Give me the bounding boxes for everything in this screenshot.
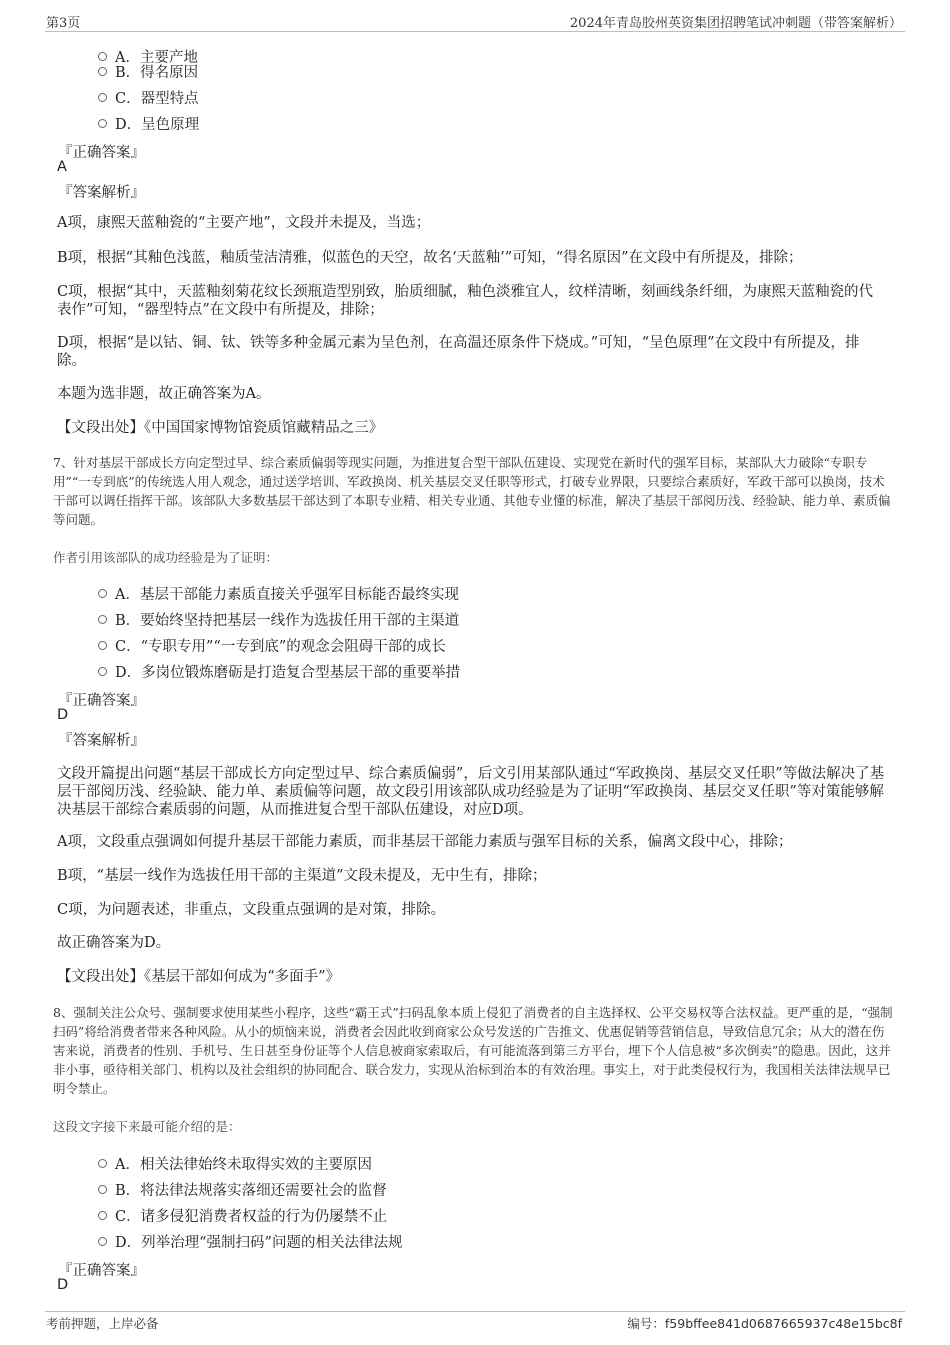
radio-icon[interactable] xyxy=(98,1159,107,1168)
header-divider xyxy=(45,31,905,32)
document-id-label: 编号： xyxy=(627,1316,665,1331)
q6-analysis-d: D项，根据“是以钴、铜、钛、铁等多种金属元素为呈色剂，在高温还原条件下烧成。”可知，“呈色原理”在文段中有所提及，排除。 xyxy=(57,335,860,369)
q6-option-c[interactable]: C．器型特点 xyxy=(98,87,199,108)
q6-analysis-label: 『答案解析』 xyxy=(58,185,145,201)
q7-correct-answer-label: 『正确答案』 xyxy=(58,693,145,709)
radio-icon[interactable] xyxy=(98,119,107,128)
q7-prompt: 作者引用该部队的成功经验是为了证明： xyxy=(53,550,279,565)
radio-icon[interactable] xyxy=(98,1237,107,1246)
q7-option-c[interactable]: C．“专职专用”“一专到底”的观念会阻碍干部的成长 xyxy=(98,635,446,656)
q7-analysis-main: 文段开篇提出问题“基层干部成长方向定型过早、综合素质偏弱”，后文引用某部队通过“军政换岗、基层交叉任职”等做法解决了基层干部阅历浅、经验缺、能力单、素质偏等问题，故文段引用该部队成功经验是为了证明“军政换岗、基层交叉任职”等对策能够解决基层干部综合素质弱的问题，从而推进复合型干部队伍建设，对应D项。 xyxy=(57,766,885,818)
document-id-code: f59bffee841d0687665937c48e15bc8f xyxy=(664,1316,902,1331)
q8-option-d[interactable]: D．列举治理“强制扫码”问题的相关法律法规 xyxy=(98,1231,402,1252)
q7-stem: 7、针对基层干部成长方向定型过早、综合素质偏弱等现实问题，为推进复合型干部队伍建设、实现党在新时代的强军目标，某部队大力破除“专职专用”“一专到底”的传统选人用人观念，通过送学培训、军政换岗、机关基层交叉任职等形式，打破专业界限，只要综合素质好，军政干部可以换岗，技术干部可以调任指挥干部。该部队大多数基层干部达到了本职专业精、相关专业通、其他专业懂的标准，解决了基层干部阅历浅、经验缺、能力单、素质偏等问题。 xyxy=(53,455,891,527)
radio-icon[interactable] xyxy=(98,1211,107,1220)
q7-answer: D xyxy=(57,707,69,723)
radio-icon[interactable] xyxy=(98,667,107,676)
q8-answer: D xyxy=(57,1277,69,1293)
radio-icon[interactable] xyxy=(98,641,107,650)
q7-option-d[interactable]: D．多岗位锻炼磨砺是打造复合型基层干部的重要举措 xyxy=(98,661,460,682)
document-title: 2024年青岛胶州英资集团招聘笔试冲刺题（带答案解析） xyxy=(569,16,902,31)
q6-analysis-c: C项，根据“其中，天蓝釉刻菊花纹长颈瓶造型别致，胎质细腻，釉色淡雅宜人，纹样清晰，刻画线条纤细，为康熙天蓝釉瓷的代表作”可知，“器型特点”在文段中有所提及，排除； xyxy=(57,284,874,318)
q7-analysis-b: B项，“基层一线作为选拔任用干部的主渠道”文段未提及，无中生有，排除； xyxy=(57,868,547,884)
q7-conclusion: 故正确答案为D。 xyxy=(57,935,171,951)
q6-analysis-b: B项，根据“其釉色浅蓝，釉质莹洁清雅，似蓝色的天空，故名‘天蓝釉’”可知，“得名原因”在文段中有所提及，排除； xyxy=(57,250,803,266)
q6-correct-answer-label: 『正确答案』 xyxy=(58,145,145,161)
radio-icon[interactable] xyxy=(98,589,107,598)
q8-correct-answer-label: 『正确答案』 xyxy=(58,1263,145,1279)
q8-prompt: 这段文字接下来最可能介绍的是： xyxy=(53,1119,241,1134)
radio-icon[interactable] xyxy=(98,1185,107,1194)
q8-option-c[interactable]: C．诸多侵犯消费者权益的行为仍屡禁不止 xyxy=(98,1205,387,1226)
q8-option-a[interactable]: A．相关法律始终未取得实效的主要原因 xyxy=(98,1153,372,1174)
radio-icon[interactable] xyxy=(98,52,107,61)
q6-analysis-a: A项，康熙天蓝釉瓷的“主要产地”，文段并未提及，当选； xyxy=(57,215,431,231)
footer-slogan: 考前押题，上岸必备 xyxy=(46,1316,159,1331)
page-number: 第3页 xyxy=(46,16,81,31)
q7-source: 【文段出处】《基层干部如何成为“多面手”》 xyxy=(57,969,341,985)
document-id xyxy=(627,1314,902,1332)
q7-option-a[interactable]: A．基层干部能力素质直接关乎强军目标能否最终实现 xyxy=(98,583,459,604)
q7-analysis-c: C项，为问题表述，非重点，文段重点强调的是对策，排除。 xyxy=(57,902,446,918)
q8-stem: 8、强制关注公众号、强制要求使用某些小程序，这些“霸王式”扫码乱象本质上侵犯了消费者的自主选择权、公平交易权等合法权益。更严重的是，“强制扫码”将给消费者带来各种风险。从小的烦恼来说，消费者会因此收到商家公众号发送的广告推文、优惠促销等营销信息，导致信息冗余；从大的潜在伤害来说，消费者的性别、手机号、生日甚至身份证等个人信息被商家索取后，有可能流落到第三方平台，埋下个人信息被“多次倒卖”的隐患。因此，这并非小事，亟待相关部门、机构以及社会组织的协同配合、联合发力，实现从治标到治本的有效治理。事实上，对于此类侵权行为，我国相关法律法规早已明令禁止。 xyxy=(53,1005,893,1096)
q7-option-b[interactable]: B．要始终坚持把基层一线作为选拔任用干部的主渠道 xyxy=(98,609,459,630)
radio-icon[interactable] xyxy=(98,67,107,76)
radio-icon[interactable] xyxy=(98,615,107,624)
q6-answer: A xyxy=(57,159,67,175)
q7-analysis-label: 『答案解析』 xyxy=(58,733,145,749)
q6-option-a[interactable]: A．主要产地 xyxy=(98,46,198,67)
q6-conclusion: 本题为选非题，故正确答案为A。 xyxy=(57,386,271,402)
footer-divider xyxy=(45,1311,905,1312)
q6-option-b[interactable]: B．得名原因 xyxy=(98,61,198,82)
q8-option-b[interactable]: B．将法律法规落实落细还需要社会的监督 xyxy=(98,1179,387,1200)
q6-option-d[interactable]: D．呈色原理 xyxy=(98,113,199,134)
radio-icon[interactable] xyxy=(98,93,107,102)
q6-source: 【文段出处】《中国国家博物馆瓷质馆藏精品之三》 xyxy=(57,420,384,436)
q7-analysis-a: A项，文段重点强调如何提升基层干部能力素质，而非基层干部能力素质与强军目标的关系，偏离文段中心，排除； xyxy=(57,834,793,850)
